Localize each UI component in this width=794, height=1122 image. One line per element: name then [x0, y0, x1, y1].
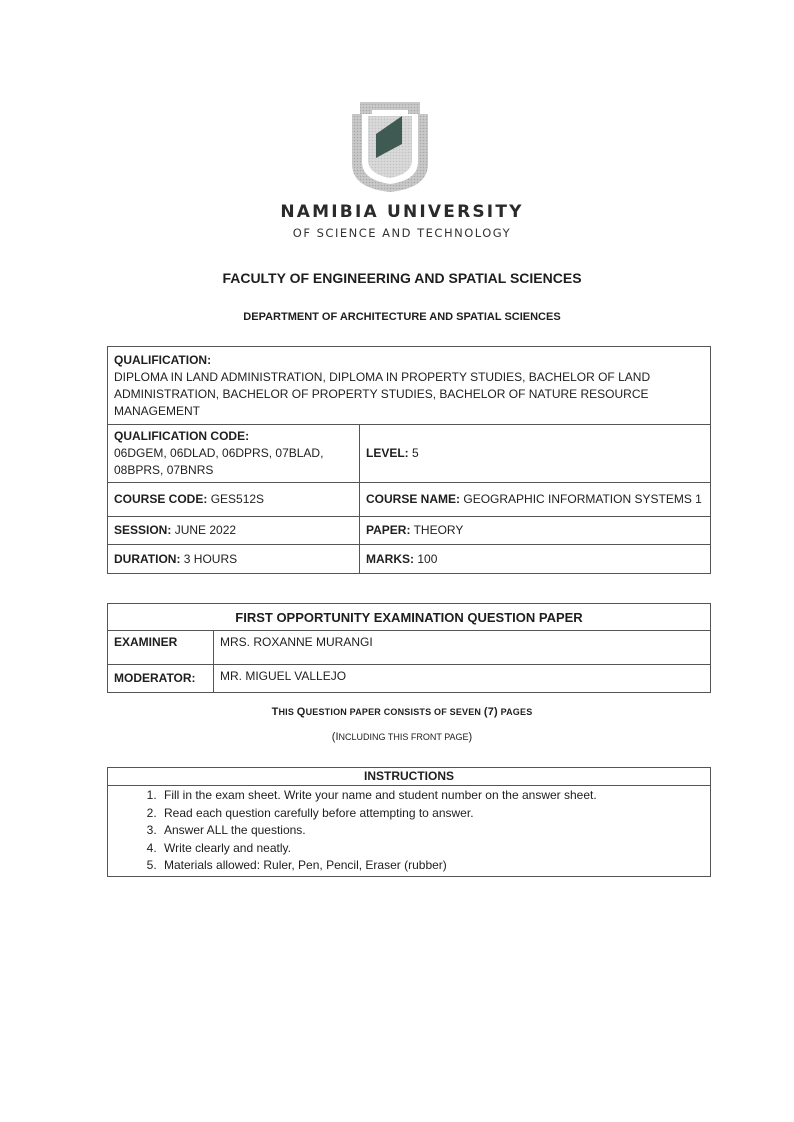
qualification-code-cell: [108, 425, 360, 483]
instructions-list: [108, 786, 710, 876]
level-value: 5: [412, 446, 419, 460]
examiner-label: EXAMINER: [108, 631, 214, 665]
moderator-label: MODERATOR:: [108, 665, 214, 693]
qualification-cell: [108, 347, 711, 425]
instruction-item: 1. Fill in the exam sheet. Write your name and student number on the answer sheet.: [160, 787, 710, 805]
front-page-note-part: NCLUDING THIS FRONT PAGE: [338, 732, 469, 742]
university-name: NAMIBIA UNIVERSITY: [280, 202, 524, 222]
faculty-heading: FACULTY OF ENGINEERING AND SPATIAL SCIENCES: [222, 270, 582, 286]
paper-label: PAPER:: [366, 523, 411, 537]
course-name-label: COURSE NAME:: [366, 492, 461, 506]
qualification-label: QUALIFICATION:: [114, 352, 212, 367]
department-heading: DEPARTMENT OF ARCHITECTURE AND SPATIAL SCIENCES: [243, 311, 561, 323]
instruction-item: 2. Read each question carefully before attempting to answer.: [160, 805, 710, 823]
page-count-note-part: UESTION PAPER CONSISTS OF SEVEN: [305, 707, 484, 717]
duration-label: DURATION:: [114, 551, 181, 566]
duration-value: 3 HOURS: [183, 551, 238, 566]
duration-cell: [108, 545, 360, 574]
instructions-box: [107, 767, 711, 877]
course-code-cell: [108, 483, 360, 517]
marks-cell: [360, 545, 711, 574]
page-count-note-part: HIS: [278, 707, 297, 717]
course-code-label: COURSE CODE:: [114, 492, 208, 506]
qualification-code-value: 06DGEM, 06DLAD, 06DPRS, 07BLAD, 08BPRS, 07BNRS: [114, 446, 324, 477]
instruction-item: 3. Answer ALL the questions.: [160, 822, 710, 840]
page-count-note-part: T: [271, 706, 279, 718]
session-value: JUNE 2022: [174, 523, 237, 537]
level-label: LEVEL:: [366, 446, 409, 460]
examiner-value: MRS. ROXANNE MURANGI: [214, 631, 711, 665]
paper-value: THEORY: [413, 523, 464, 537]
session-label: SESSION:: [114, 523, 172, 537]
marks-value: 100: [417, 551, 438, 566]
qualification-value: DIPLOMA IN LAND ADMINISTRATION, DIPLOMA IN PROPERTY STUDIES, BACHELOR OF LAND ADMINISTRATION, BACHELOR OF PROPERTY STUDIES, BACHELOR OF NATURE RESOURCE MANAGEMENT: [114, 369, 651, 418]
instruction-item: 5. Materials allowed: Ruler, Pen, Pencil, Eraser (rubber): [160, 857, 710, 875]
front-page-note-part: ): [468, 731, 473, 743]
marks-label: MARKS:: [366, 551, 414, 566]
page-count-note-part: Q: [296, 706, 306, 718]
moderator-value: MR. MIGUEL VALLEJO: [214, 665, 711, 693]
course-name-cell: [360, 483, 711, 517]
instruction-item: 4. Write clearly and neatly.: [160, 840, 710, 858]
page-count-note-part: PAGES: [497, 707, 533, 717]
page-count-note-part: (7): [483, 706, 498, 718]
page-count-note: [0, 706, 794, 718]
level-cell: [360, 425, 711, 483]
paper-cell: [360, 517, 711, 545]
front-page-note-part: (I: [331, 731, 339, 743]
course-code-value: GES512S: [210, 492, 265, 506]
front-page-note: [0, 731, 794, 743]
course-details-table: [107, 346, 711, 574]
qualification-code-label: QUALIFICATION CODE:: [114, 429, 250, 443]
university-subtitle: OF SCIENCE AND TECHNOLOGY: [292, 226, 512, 240]
instructions-title: INSTRUCTIONS: [108, 768, 710, 786]
course-name-value: GEOGRAPHIC INFORMATION SYSTEMS 1: [463, 492, 702, 506]
session-cell: [108, 517, 360, 545]
exam-paper-table: [107, 603, 711, 693]
university-logo: [350, 100, 430, 192]
exam-paper-title: FIRST OPPORTUNITY EXAMINATION QUESTION PAPER: [108, 604, 711, 631]
